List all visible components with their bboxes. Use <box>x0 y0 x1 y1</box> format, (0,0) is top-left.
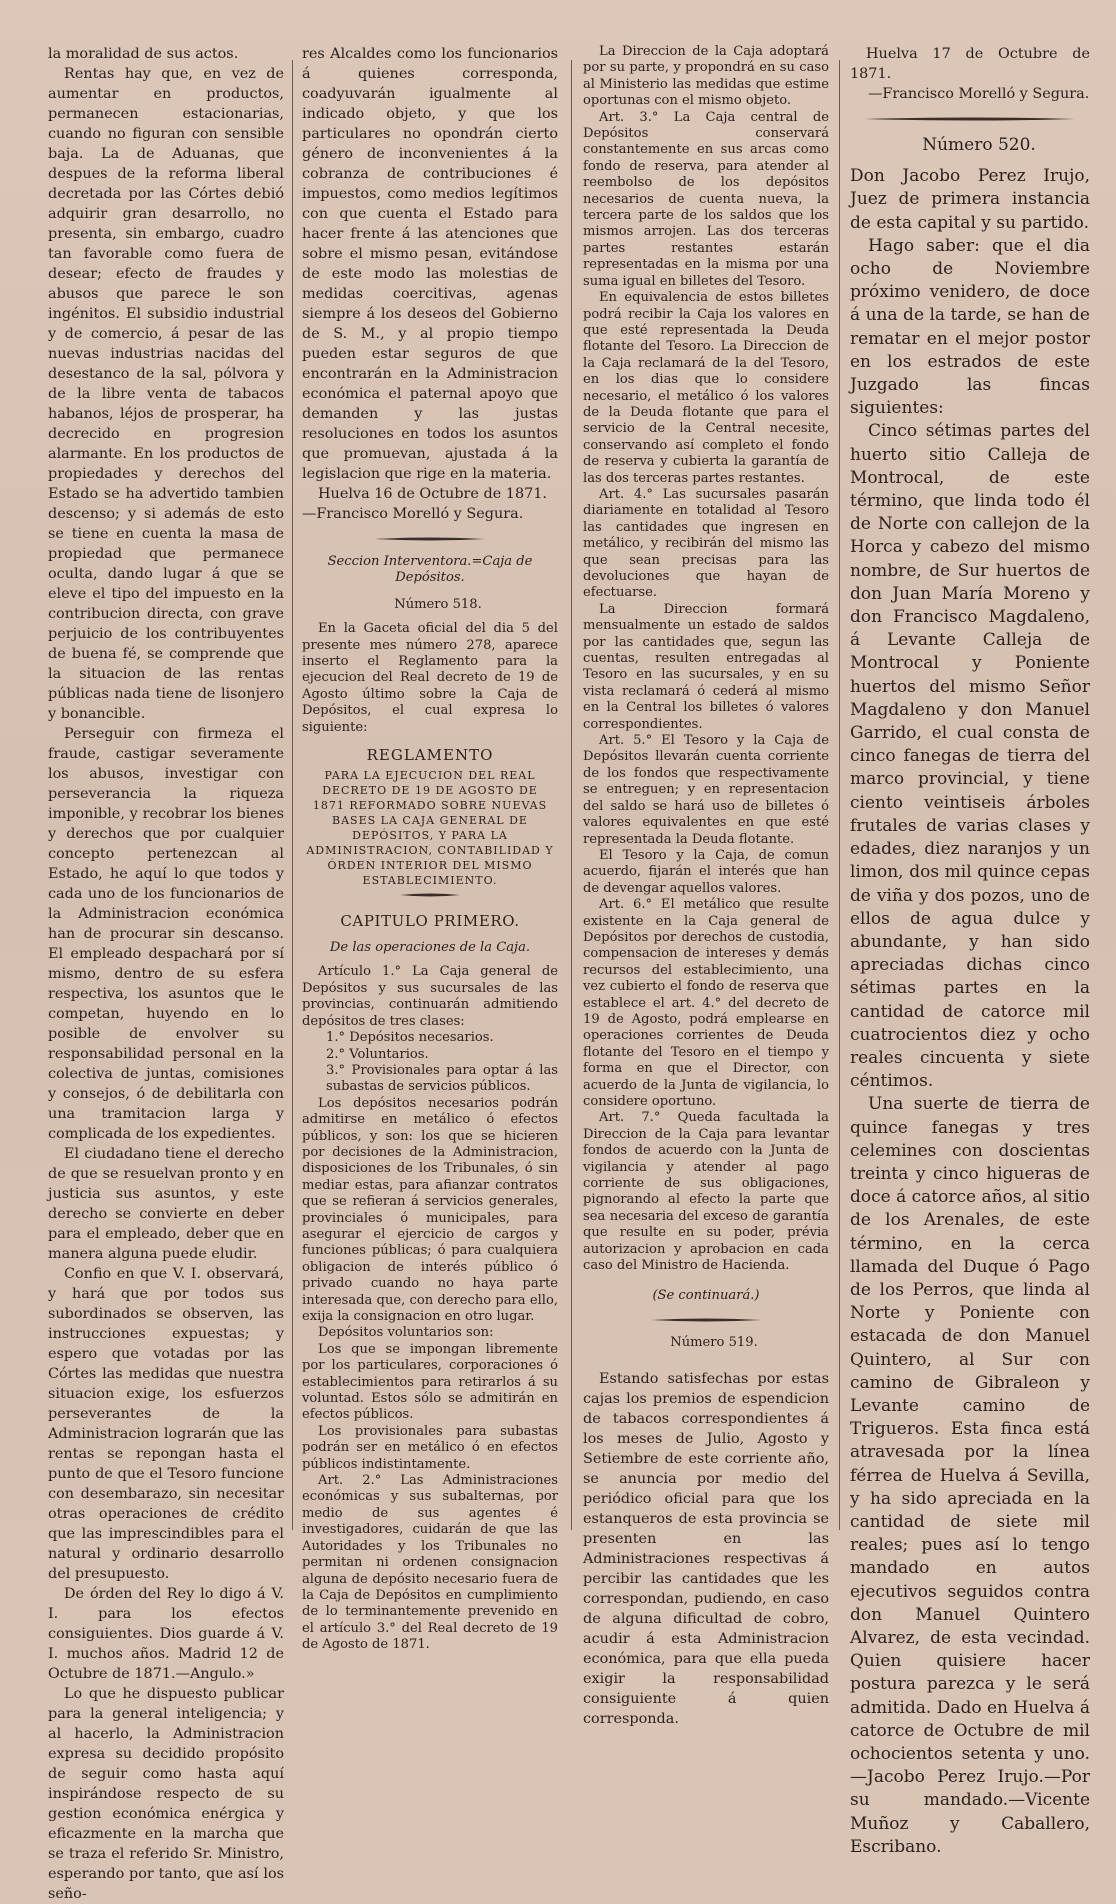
continued-note: (Se continuará.) <box>652 1288 760 1304</box>
paragraph: Cinco sétimas partes del huerto sitio Calleja de Montrocal, de este término, que linda todo él de Norte con callejon de la Horca y cabezo del mismo nombre, de Sur huertos de don Juan María Moreno y don Francisco Magdaleno, á Levante Calleja de Montrocal y Poniente huertos del mismo Señor Magdaleno y don Manuel Garrido, el cual consta de cinco fanegas de tierra del marco provincial, y tiene ciento veintiseis árboles frutales de varias clases y edades, diez naranjos y un limon, dos mil quince cepas de viña y dos pozos, uno de ellos de agua dulce y abundante, y han sido apreciadas dichas cinco sétimas partes en la cantidad de catorce mil cuatrocientos diez y ocho reales cincuenta y siete céntimos. <box>850 421 1090 1092</box>
paragraph: Art. 3.° La Caja central de Depósitos conservará constantemente en sus arcas como fondo de reserva, para atender al reembolso de los depósitos necesarios de cuenta nueva, la tercera parte de los saldos que los mismos arrojen. Las dos terceras partes restantes estarán representadas en la misma por una suma igual en billetes del Tesoro. <box>583 109 829 289</box>
paragraph: Una suerte de tierra de quince fanegas y tres celemines con doscientas treinta y cinco higueras de doce á catorce años, al sitio de los Arenales, de este término, en la cerca llamada del Duque ó Pago de los Perros, que linda al Norte y Poniente con estacada de don Manuel Quintero, al Sur con camino de Gibraleon y Levante camino de Trigueros. Esta finca está atravesada por la línea férrea de Huelva á Sevilla, y ha sido apreciada en la cantidad de siete mil reales; pues así lo tengo mandado en autos ejecutivos seguidos contra don Manuel Quintero Alvarez, de esta vecindad. Quien quisiere hacer postura parezca y le será admitida. Dado en Huelva á catorce de Octubre de mil ochocientos setenta y uno.—Jacobo Perez Irujo.—Por su mandado.—Vicente Muñoz y Caballero, Escribano. <box>850 1094 1090 1857</box>
paragraph: Depósitos voluntarios son: <box>318 1325 494 1341</box>
paragraph: La Direccion de la Caja adoptará por su parte, y propondrá en su caso al Ministerio las medidas que estime oportunas con el mismo objeto. <box>583 44 829 109</box>
paragraph: Lo que he dispuesto publicar para la general inteligencia; y al hacerlo, la Administracion expresa su decidido propósito de seguir como hasta aquí inspirándose respecto de su gestion económica enérgica y eficazmente en la marcha que se traza el referido Sr. Ministro, esperando por tanto, que así los seño- <box>48 1686 284 1902</box>
paragraph: Art. 7.° Queda facultada la Direccion de la Caja para levantar fondos de acuerdo con la Junta de vigilancia y atender al pago corriente de sus obligaciones, pignorando al efecto la parte que sea necesaria del exceso de garantía que resulte en su poder, prévia autorizacion y aprobacion en cada caso del Ministro de Hacienda. <box>583 1110 829 1274</box>
deposit-list <box>302 1030 558 1096</box>
number-heading: Número 519. <box>670 1334 758 1350</box>
paragraph: Los que se impongan libremente por los particulares, corporaciones ó establecimientos para retirarlos á su voluntad. Estos sólo se admitirán en efectos públicos. <box>302 1341 558 1423</box>
number-heading: Número 518. <box>394 596 482 612</box>
paragraph: Hago saber: que el dia ocho de Noviembre próximo venidero, de doce á una de la tarde, se han de rematar en el mejor postor en los estrados de este Juzgado las fincas siguientes: <box>850 235 1090 419</box>
separator-rule <box>375 536 485 542</box>
paragraph: Art. 4.° Las sucursales pasarán diariamente en totalidad al Tesoro las cantidades que ingresen en metálico, y recibirán del mismo las que sean precisas para las devoluciones que hayan de efectuarse. <box>583 486 829 601</box>
paragraph: En la Gaceta oficial del dia 5 del presente mes número 278, aparece inserto el Reglamento para la ejecucion del Real decreto de 19 de Agosto último sobre la Caja de Depósitos, el cual expresa lo siguiente: <box>302 621 558 735</box>
paragraph: Art. 6.° El metálico que resulte existente en la Caja general de Depósitos por derechos de custodia, compensacion de intereses y demás recursos del establecimiento, una vez cubierto el fondo de reserva que establece el art. 4.° del decreto de 19 de Agosto, podrá emplearse en operaciones corrientes de Deuda flotante del Tesoro en el tiempo y forma en que el Director, con acuerdo de la Junta de vigilancia, lo considere oportuno. <box>583 897 829 1109</box>
column-rule <box>571 60 572 1530</box>
paragraph: res Alcaldes como los funcionarios á quienes corresponda, coadyuvarán igualmente al indicado objeto, y que los particulares no opondrán cierto género de inconvenientes á la cobranza de contribuciones é impuestos, como medios legítimos con que cuenta el Estado para hacer frente á las atenciones que sobre el mismo pesan, evitándose de este modo las molestias de medidas coercitivas, agenas siempre á los deseos del Gobierno de S. M., y al propio tiempo pueden estar seguros de que encontrarán en la Administracion económica el paternal apoyo que demanden y las justas resoluciones en todos los asuntos que promuevan, ajustada á la legislacion que rige en la materia. <box>302 46 558 482</box>
column-2 <box>302 44 558 1653</box>
reglamento-title: REGLAMENTO <box>366 746 494 765</box>
paragraph: Rentas hay que, en vez de aumentar en productos, permanecen estacionarias, cuando no figuran con sensible baja. La de Aduanas, que despues de la reforma liberal decretada por las Córtes debió adquirir gran desarrollo, no presenta, sin embargo, cuadro tan favorable como fuera de desear; efecto de fraudes y abusos que parece le son ingénitos. El subsidio industrial y de comercio, á pesar de las nuevas industrias nacidas del desestanco de la sal, pólvora y de la libre venta de tabacos habanos, léjos de prosperar, ha decrecido en progresion alarmante. En los productos de propiedades y derechos del Estado se ha advertido tambien descenso; y si además de esto se tiene en cuenta la masa de propiedad que permanece oculta, dando lugar á que se eleve el tipo del impuesto en la contribucion directa, con grave perjuicio de los contribuyentes de buena fé, se comprende que la situacion de las rentas públicas nada tiene de lisonjero y bonancible. <box>48 66 284 722</box>
list-item: 1.° Depósitos necesarios. <box>326 1030 494 1046</box>
paragraph: Art. 2.° Las Administraciones económicas y sus subalternas, por medio de sus agentes é investigadores, cuidarán de que las Autoridades y los Tribunales no permitan ni ordenen consignacion alguna de depósito necesario fuera de la Caja de Depósitos en cumplimiento de lo terminantemente prevenido en el artículo 3.° del Real decreto de 19 de Agosto de 1871. <box>302 1473 558 1653</box>
chapter-title: CAPITULO PRIMERO. <box>340 912 520 931</box>
separator-rule <box>865 116 1075 122</box>
section-heading: Seccion Interventora.=Caja de Depósitos. <box>327 554 533 586</box>
paragraph: El Tesoro y la Caja, de comun acuerdo, fijarán el interés que han de devengar aquellos valores. <box>583 847 829 896</box>
chapter-subtitle: De las operaciones de la Caja. <box>329 940 531 956</box>
signature: —Francisco Morelló y Segura. <box>868 86 1090 102</box>
paragraph: Estando satisfechas por estas cajas los premios de espendicion de tabacos correspondientes á los meses de Julio, Agosto y Setiembre de este corriente año, se anuncia por medio del periódico oficial para que los estanqueros de esta provincia se presenten en las Administraciones respectivas á percibir las cantidades que les correspondan, pudiendo, en caso de alguna dificultad de cobro, acudir á esta Administracion económica, para que ella pueda exigir la responsabilidad consiguiente á quien corresponda. <box>583 1371 829 1728</box>
paragraph: La Direccion formará mensualmente un estado de saldos por las cantidades que, segun las cuentas, resulten entregadas al Tesoro en las sucursales, y en su vista reclamará ó cederá al mismo en la Central los billetes ó valores correspondientes. <box>583 601 829 732</box>
date-line: Huelva 16 de Octubre de 1871. <box>318 486 547 502</box>
paragraph: Art. 5.° El Tesoro y la Caja de Depósitos llevarán cuenta corriente de los fondos que respectivamente se entreguen; y en representacion del saldo se hará uso de billetes ó valores equivalentes en que esté representada la Deuda flotante. <box>583 733 829 847</box>
paragraph: De órden del Rey lo digo á V. I. para los efectos consiguientes. Dios guarde á V. I. muchos años. Madrid 12 de Octubre de 1871.—Angulo.» <box>48 1586 284 1682</box>
paragraph: En equivalencia de estos billetes podrá recibir la Caja los valores en que esté representada la Deuda flotante del Tesoro. La Direccion de la Caja reclamará de la del Tesoro, en los dias que lo considere necesario, el metálico ó los valores de la Deuda flotante que para el servicio de la Central necesite, conservando así completo el fondo de reserva y cubierta la garantía de las dos terceras partes restantes. <box>583 290 829 486</box>
date-line: Huelva 17 de Octubre de 1871. <box>850 46 1090 82</box>
column-3 <box>583 44 829 1728</box>
separator-rule <box>651 1317 761 1323</box>
paragraph: Artículo 1.° La Caja general de Depósitos y sus sucursales de las provincias, continuarán admitiendo depósitos de tres clases: <box>302 964 558 1029</box>
reglamento-subtitle: PARA LA EJECUCION DEL REAL DECRETO DE 19 DE AGOSTO DE 1871 REFORMADO SOBRE NUEVAS BASES LA CAJA GENERAL DE DEPÓSITOS, Y PARA LA ADMINISTRACION, CONTABILIDAD Y ÓRDEN INTERIOR DEL MISMO ESTABLECIMIENTO. <box>306 769 554 888</box>
separator-rule <box>400 892 460 898</box>
edict-header: Don Jacobo Perez Irujo, Juez de primera instancia de esta capital y su partido. <box>850 166 1090 233</box>
list-item: 3.° Provisionales para optar á las subastas de servicios públicos. <box>326 1062 558 1095</box>
paragraph: Los provisionales para subastas podrán ser en metálico ó en efectos públicos indistintamente. <box>302 1423 558 1472</box>
paragraph: Los depósitos necesarios podrán admitirse en metálico ó efectos públicos, y son: los que se hicieren por decisiones de la Administracion, disposiciones de los Tribunales, ó sin mediar estas, para afianzar contratos que se refieran á servicios generales, provinciales ó municipales, para asegurar el ejercicio de cargos y funciones públicas; ó para cualquiera obligacion de interés público ó privado cuando no haya parte interesada que, con derecho para ello, exija la consignacion en otro lugar. <box>302 1095 558 1324</box>
paragraph: Confio en que V. I. observará, y hará que por todos sus subordinados se observen, las instrucciones expuestas; y espero que votadas por las Córtes las medidas que nuestra situacion exige, los esfuerzos perseverantes de la Administracion lograrán que las rentas se repongan hasta el punto de que el Tesoro funcione con desembarazo, sin necesitar otras operaciones de crédito que las imprescindibles para el natural y ordinario desarrollo del presupuesto. <box>48 1266 284 1582</box>
column-rule <box>292 60 293 1530</box>
paragraph: la moralidad de sus actos. <box>48 46 239 62</box>
column-1 <box>48 44 284 1902</box>
signature: —Francisco Morelló y Segura. <box>302 506 524 522</box>
paragraph: Perseguir con firmeza el fraude, castigar severamente los abusos, investigar con perseverancia la riqueza imponible, y recobrar los bienes y derechos que por cualquier concepto pertenezcan al Estado, he aquí lo que todos y cada uno de los funcionarios de la Administracion económica han de procurar sin descanso. El empleado despachará por sí mismo, dentro de su esfera respectiva, los asuntos que le competan, huyendo en lo posible de envolver su responsabilidad personal en la colectiva de juntas, comisiones y consejos, ó de debilitarla con una tramitacion larga y complicada de los expedientes. <box>48 726 284 1142</box>
paragraph: El ciudadano tiene el derecho de que se resuelvan pronto y en justicia sus asuntos, y este derecho se convierte en deber para el empleado, deber que en manera alguna puede eludir. <box>48 1146 284 1262</box>
column-rule <box>839 60 840 1530</box>
list-item: 2.° Voluntarios. <box>326 1046 429 1062</box>
number-heading: Número 520. <box>922 135 1036 155</box>
column-4 <box>850 44 1090 1857</box>
